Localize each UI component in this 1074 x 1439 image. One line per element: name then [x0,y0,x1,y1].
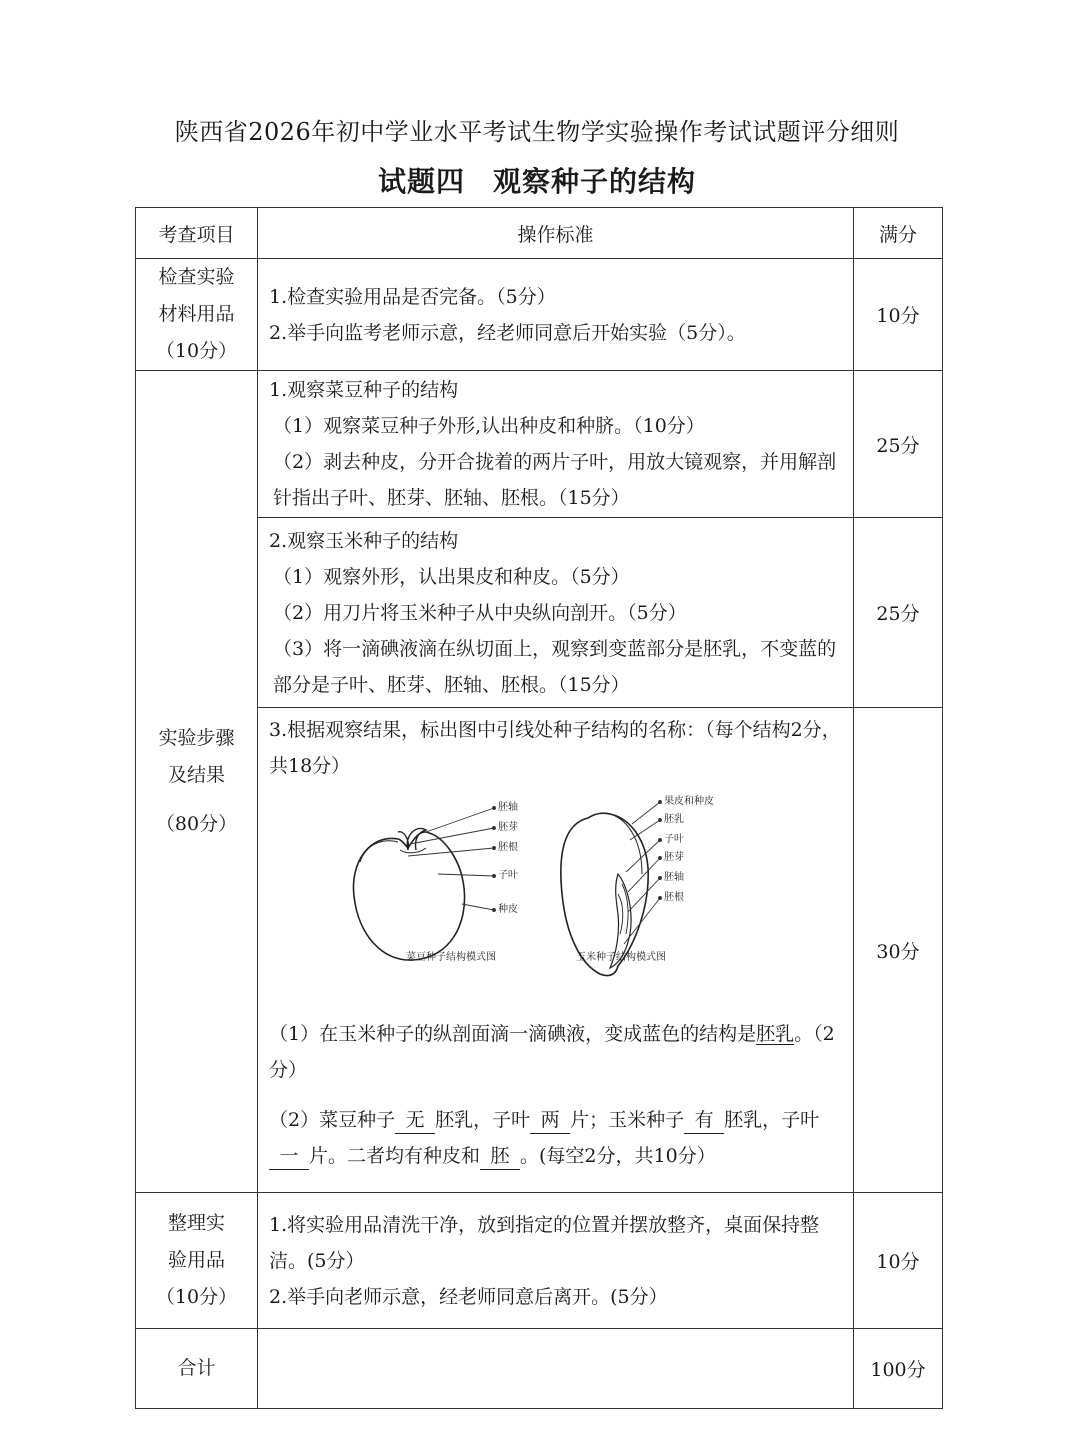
score-corn-structure: 25分 [854,518,943,708]
corn-label: 胚乳 [664,814,684,825]
category-check-materials: 检查实验 材料用品 （10分） [136,259,258,371]
standard-item: 2.举手向监考老师示意，经老师同意后开始实验（5分）。 [269,321,746,344]
corn-label: 果皮和种皮 [664,796,714,807]
table-row-check-materials [136,259,943,371]
score-cleanup: 10分 [854,1193,943,1329]
score-bean-structure: 25分 [854,371,943,518]
bean-embryo [398,828,426,850]
category-cleanup: 整理实 验用品 （10分） [136,1193,258,1329]
subtitle-name: 观察种子的结构 [493,165,697,198]
table-row-cleanup [136,1193,943,1329]
corn-label: 胚根 [664,892,684,903]
bean-label: 胚轴 [498,802,518,813]
header-category: 考查项目 [136,208,258,259]
standard-bean-structure: 1.观察菜豆种子的结构 （1）观察菜豆种子外形,认出种皮和种脐。（10分） （2）剥去种皮，分开合拢着的两片子叶，用放大镜观察，并用解剖针指出子叶、胚芽、胚轴、胚根。（15分） [258,371,854,518]
standard-item: 1.检查实验用品是否完备。（5分） [269,285,556,308]
header-score: 满分 [854,208,943,259]
answer-blank: 无 [395,1107,435,1134]
seed-diagrams [258,784,853,1016]
total-label: 合计 [136,1329,258,1409]
answer-blank: 两 [530,1107,570,1134]
score-label-diagram: 30分 [854,708,943,1193]
bean-label: 种皮 [498,904,518,915]
standard-item: 1.将实验用品清洗干净，放到指定的位置并摆放整齐，桌面保持整洁。(5分） [269,1213,820,1272]
total-score: 100分 [854,1329,943,1409]
standard-cleanup [258,1193,854,1329]
header-standard: 操作标准 [258,208,854,259]
score-check-materials: 10分 [854,259,943,371]
question-2: （2）菜豆种子 无 胚乳，子叶 两 片；玉米种子 有 胚乳，子叶一 片。二者均有种皮和 胚 。(每空2分，共10分） [269,1102,844,1174]
bean-label: 胚根 [498,842,518,853]
table-row-corn-structure [136,518,943,708]
standard-label-diagram: 3.根据观察结果，标出图中引线处种子结构的名称：（每个结构2分，共18分） 胚轴 胚芽 胚根 子叶 种皮 果皮和种皮 胚乳 子叶 胚芽 胚轴 胚根 菜豆种子结构模式图 玉米种子结构模式图 （1）在玉米种子的纵剖面滴一滴碘液，变成蓝色的结构是胚乳。（2分） （2）菜豆种子 无 胚乳，子叶 两 片；玉米种子 有 胚乳，子叶一 片。二者均有种皮和 胚 。(每空2分，共10分） [258,708,854,1193]
answer-blank: 有 [684,1107,724,1134]
answer-blank: 胚 [480,1143,520,1170]
table-row-label-diagram [136,708,943,1193]
answer-blank: 一 [269,1143,309,1170]
scoring-table [135,207,943,1409]
standard-corn-structure: 2.观察玉米种子的结构 （1）观察外形，认出果皮和种皮。（5分） （2）用刀片将玉米种子从中央纵向剖开。（5分） （3）将一滴碘液滴在纵切面上，观察到变蓝部分是胚乳，不变蓝的部分是子叶、胚芽、胚轴、胚根。（15分） [258,518,854,708]
corn-label: 子叶 [664,834,684,845]
corn-label: 胚芽 [664,852,684,863]
total-empty [258,1329,854,1409]
standard-item: 2.举手向老师示意，经老师同意后离开。(5分） [269,1285,668,1308]
table-header-row [136,208,943,259]
table-row-bean-structure [136,371,943,518]
category-experiment-steps: 实验步骤 及结果 （80分） [136,371,258,1193]
bean-caption: 菜豆种子结构模式图 [406,952,496,963]
document-subtitle [0,160,1074,200]
seed-structure-figure [258,784,853,1016]
table-row-total [136,1329,943,1409]
corn-caption: 玉米种子结构模式图 [576,952,666,963]
question-1: （1）在玉米种子的纵剖面滴一滴碘液，变成蓝色的结构是胚乳。（2分） [269,1023,835,1081]
bean-label: 子叶 [498,870,518,881]
answer-endosperm: 胚乳 [756,1023,795,1045]
bean-seed-outline [353,832,464,960]
subtitle-number: 试题四 [377,165,465,198]
bean-label: 胚芽 [498,822,518,833]
standard-check-materials [258,259,854,371]
document-title: 陕西省2026年初中学业水平考试生物学实验操作考试试题评分细则 [174,118,900,146]
corn-label: 胚轴 [664,872,684,883]
